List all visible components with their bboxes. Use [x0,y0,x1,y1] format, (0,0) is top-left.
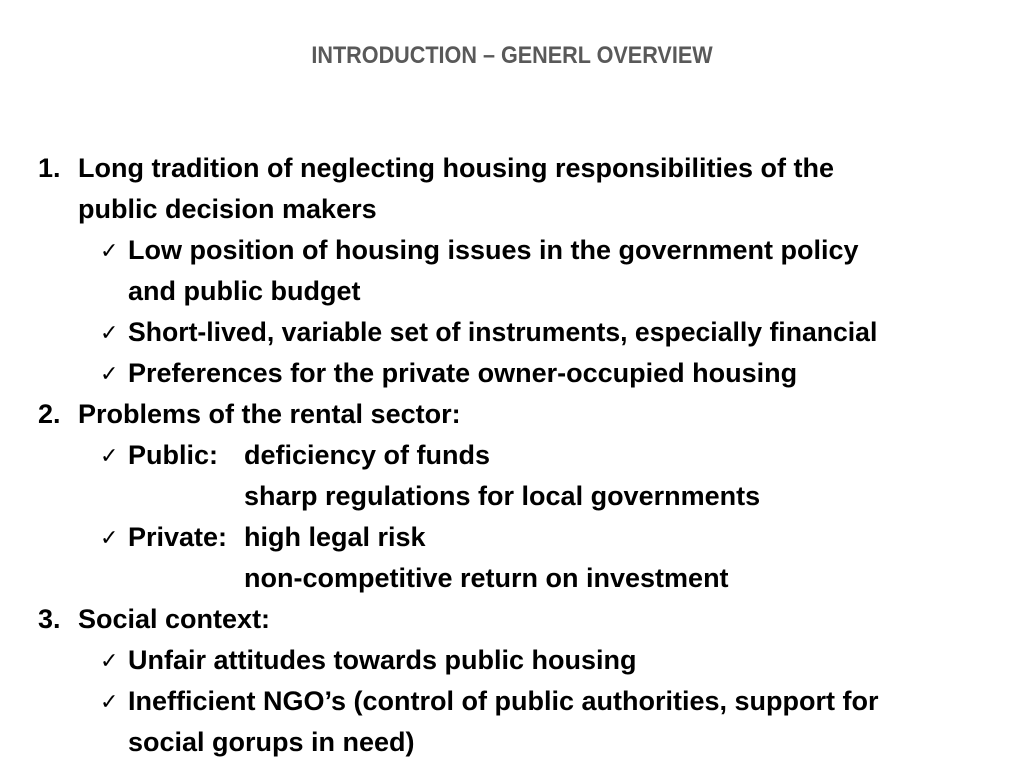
sub-item-1b [38,312,998,353]
sub-item-1b-text: Short-lived, variable set of instruments, especially financial [128,317,878,347]
private-line1: high legal risk [244,522,426,552]
list-item-1-line1: Long tradition of neglecting housing responsibilities of the [78,153,834,183]
slide-title: INTRODUCTION – GENERL OVERVIEW [311,42,713,69]
private-label: Private: [128,522,228,552]
sub-item-1c-text: Preferences for the private owner-occupied housing [128,358,798,388]
sub-item-2b-continuation [38,558,998,599]
checkmark-icon: ✓ [100,320,119,345]
sub-item-3a-text: Unfair attitudes towards public housing [128,645,637,675]
sub-item-3b [38,681,998,722]
sub-item-2b [38,517,998,558]
sub-item-3b-line2: social gorups in need) [128,727,415,757]
sub-item-3a [38,640,998,681]
sub-item-1a-line2: and public budget [128,276,361,306]
checkmark-icon: ✓ [100,525,119,550]
checkmark-icon: ✓ [100,689,119,714]
public-label: Public: [128,440,219,470]
list-item-2 [38,394,998,435]
sub-item-3b-continuation [38,722,998,763]
slide-body [38,148,998,763]
sub-item-1c [38,353,998,394]
public-line2: sharp regulations for local governments [244,481,761,511]
checkmark-icon: ✓ [100,238,119,263]
list-item-2-text: Problems of the rental sector: [78,399,461,429]
list-item-1-line2: public decision makers [78,194,377,224]
checkmark-icon: ✓ [100,648,119,673]
list-item-1-continuation [38,189,998,230]
list-number-1: 1. [38,153,61,183]
sub-item-1a [38,230,998,271]
sub-item-1a-line1: Low position of housing issues in the government policy [128,235,859,265]
list-item-1 [38,148,998,189]
public-line1: deficiency of funds [244,440,491,470]
checkmark-icon: ✓ [100,443,119,468]
sub-item-1a-continuation [38,271,998,312]
sub-item-3b-line1: Inefficient NGO’s (control of public authorities, support for [128,686,879,716]
list-item-3-text: Social context: [78,604,271,634]
private-line2: non-competitive return on investment [244,563,729,593]
list-item-3 [38,599,998,640]
list-number-3: 3. [38,604,61,634]
list-number-2: 2. [38,399,61,429]
sub-item-2a-continuation [38,476,998,517]
checkmark-icon: ✓ [100,361,119,386]
sub-item-2a [38,435,998,476]
